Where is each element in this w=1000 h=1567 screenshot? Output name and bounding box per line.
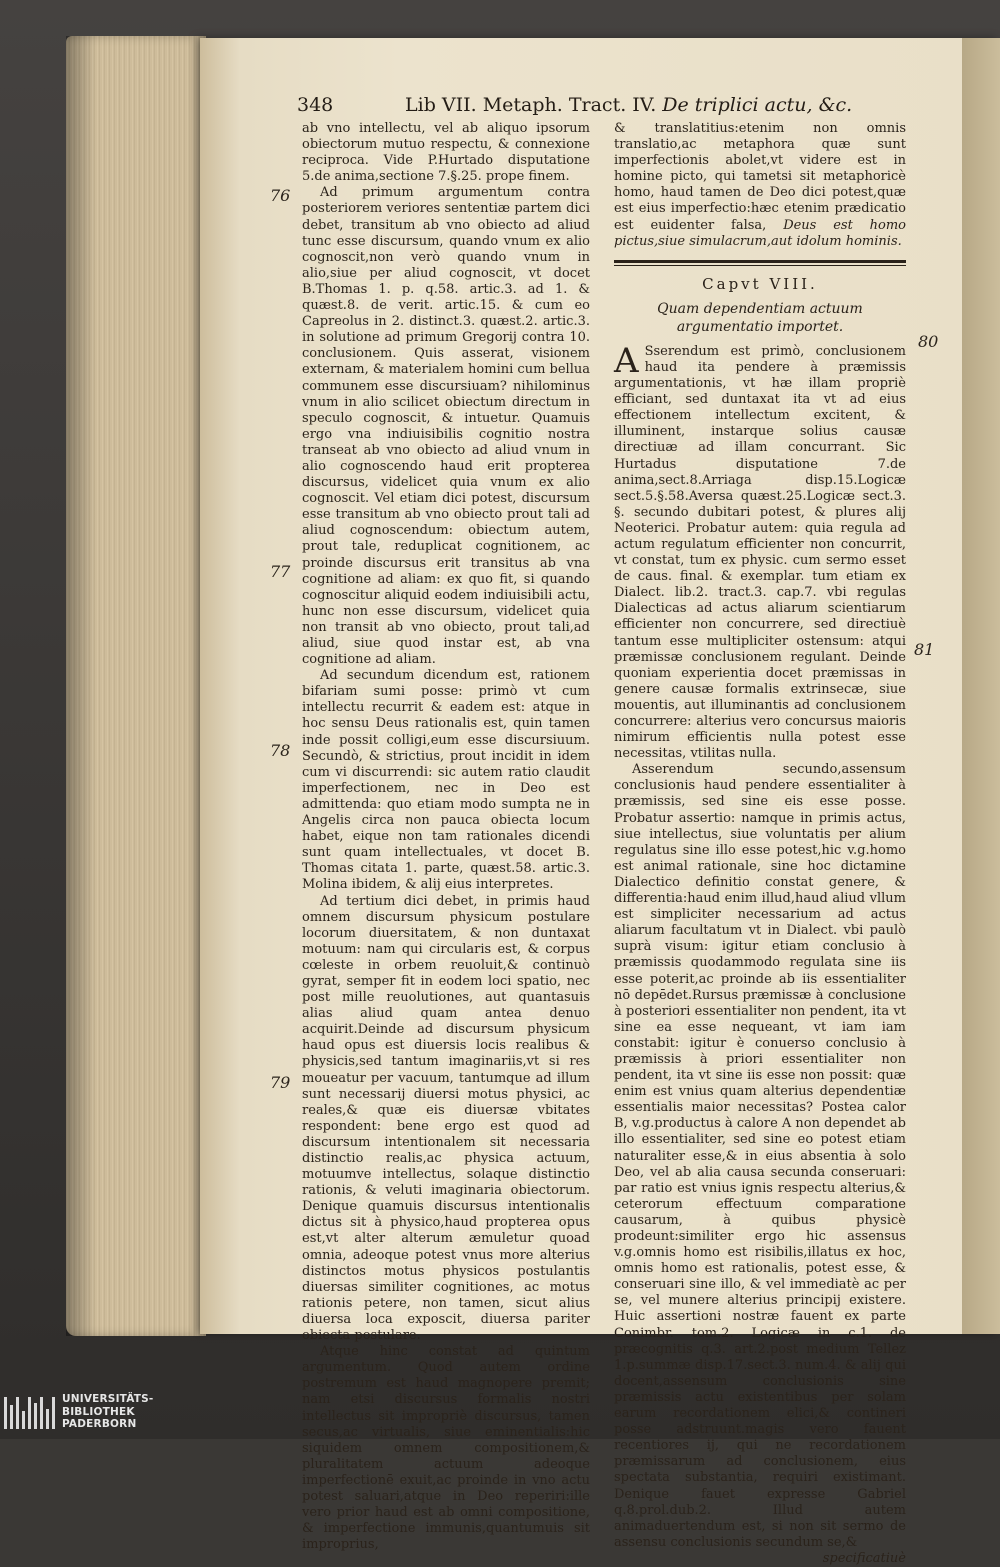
running-title-italic: De triplici actu, &c. bbox=[662, 94, 853, 116]
paragraph: Atque hinc constat ad quintum argumentum. Quod autem ordine postremum est haud magnopere premit; nam etsi discursus formalis nostri intellectus sit impropriè discursus, tamen secus,ac virtualis, siue eminentialis:hic siquidem omnem compositionem,& pluralitatem actuum adeoque imperfectionē exuit,ac proinde in vno actu potest saluari,atque in Deo reperiri:ille vero prior haud est ab omni compositione, & imperfectione immunis,quantumuis sit improprius, bbox=[302, 1344, 590, 1553]
paragraph: Ad tertium dici debet, in primis haud omnem discursum physicum postulare locorum diuersitatem, & non duntaxat motuum: nam qui circularis est, & corpus cœleste in orbem reuoluit,& continuò gyrat, semper fit in eodem loci spatio, nec post mille reuolutiones, aut quantasuis alias aliud quam antea denuo acquirit.Deinde ad discursum physicum haud opus est diuersis locis realibus & physicis,sed tantum imaginariis,vt si res moueatur per vacuum, tantumque ad illum sunt necessarij diuersi motus physici, ac reales,& quæ eis diuersæ vbitates respondent: bene ergo est quod ad discursum intentionalem sit necessaria distinctio realis,ac physica actuum, motuumve intellectus, solaque distinctio rationis, & veluti imaginaria obiectorum. Denique quamuis discursus intentionalis dictus sit à physico,haud propterea opus est,vt alter alterum æmuletur quoad omnia, adeoque potest vnus more alterius distinctos motus physicos postulantis diuersas similiter cognitiones, ac motus rationis petere, non tamen, sicut alius diuersa loca exposcit, diuersa pariter obiecta postulare. bbox=[302, 893, 590, 1344]
right-text-column bbox=[614, 121, 906, 1567]
paragraph: Ad primum argumentum contra posteriorem veriores sententiæ partem dici debet, transitum ab vno obiecto ad aliud tunc esse discursum, quando vnum ex alio cognoscit,non verò quando vnum in alio,siue per aliud cognoscit, vt docet B.Thomas 1. p. q.58. artic.3. ad 1. & quæst.8. de verit. artic.15. & cum eo Capreolus in 2. distinct.3. quæst.2. artic.3. in solutione ad primum Gregorij contra 10. conclusionem. Quis asserat, visionem externam, & materialem homini cum bellua communem esse discursiuam? nihilominus vnum in alio scilicet obiectum directum in speculo cognoscit, & intuetur. Quamuis ergo vna indiuisibilis cognitio nostra transeat ab vno obiecto ad aliud vnum in alio cognoscendo haud erit propterea discursus, videlicet quia vnum ex alio cognoscit. Vel etiam dici potest, discursum esse transitum ab vno obiecto prout tali ad aliud cognoscendum: obiectum autem, prout tale, reduplicat cognitionem, ac proinde discursus erit transitus ab vna cognitione ad aliam: ex quo fit, si quando cognoscitur aliquid eodem indiuisibili actu, hunc non esse discursum, videlicet quia non transit ab vno obiecto, prout tali,ad aliud, siue quod instar est, ab vna cognitione ad aliam. bbox=[302, 185, 590, 668]
paragraph: Ad secundum dicendum est, rationem bifariam sumi posse: primò vt cum intellectu recurrit & eadem est: atque in hoc sensu Deus rationalis est, quin tamen inde possit colligi,eum esse discursiuum. Secundò, & strictius, prout incidit in idem cum vi discurrendi: sic autem ratio claudit imperfectionem, nec in Deo est admittenda: quo etiam modo sumpta ne in Angelis circa non pauca obiecta locum habet, eique non tam rationales dicendi sunt quam intellectuales, vt docet B. Thomas citata 1. parte, quæst.58. artic.3. Molina ibidem, & alij eius interpretes. bbox=[302, 668, 590, 893]
logo-line: UNIVERSITÄTS- bbox=[62, 1393, 154, 1405]
catchword: specificatiuè bbox=[822, 1550, 906, 1566]
chapter-subtitle: Quam dependentiam actuum argumentatio importet. bbox=[657, 300, 863, 335]
margin-number-79: 79 bbox=[270, 1073, 291, 1092]
library-logo-icon bbox=[4, 1397, 56, 1429]
running-title-text: Lib VII. Metaph. Tract. IV. bbox=[405, 94, 657, 116]
book-edge-shadow bbox=[66, 36, 96, 1336]
paragraph-italic: Deus est homo pictus,siue simulacrum,aut idolum hominis. bbox=[614, 217, 906, 249]
page-number: 348 bbox=[297, 94, 334, 116]
paragraph: ab vno intellectu, vel ab aliquo ipsorum obiectorum mutuo respectu, & connexione reciproca. Vide P.Hurtado disputatione 5.de anima,sectione 7.§.25. prope finem. bbox=[302, 121, 590, 185]
paragraph: Asserendum secundo,assensum conclusionis haud pendere essentialiter à præmissis, sed sine eis esse posse. Probatur assertio: namque in primis actus, siue intellectus, siue voluntatis per alium regulatus sine illo esse potest,hic v.g.homo est animal rationale, sine hoc dictamine Dialectico definitio constat genere, & differentia:haud enim illud,haud aliud vllum est simpliciter necessarium ad actus aliarum facultatum vt in Dialect. vbi paulò suprà visum: igitur etiam conclusio à præmissis quodammodo regulata sine iis esse poterit,ac proinde ab iis essentialiter nō depēdet.Rursus præmissæ à conclusione à posteriori essentialiter non pendent, ita vt sine ea esse nequeant, vt iam iam constabit: igitur è conuerso conclusio à præmissis à priori essentialiter non pendent, ita vt sine iis esse non possit: quæ enim est vnius quam alterius dependentiæ essentialis maior necessitas? Postea calor B, v.g.productus à calore A non dependet ab illo essentialiter, sed sine eo potest etiam naturaliter esse,& in eius absentia à solo Deo, vel ab alia causa secunda conseruari: par ratio est vnius ignis respectu alterius,& ceterorum effectuum comparatione causarum, à quibus physicè prodeunt:similiter ergo hic assensus v.g.omnis homo est risibilis,illatus ex hoc, omnis homo est rationalis, potest esse, & conseruari sine illo, & vel immediatè ac per se, vel munere alterius principij existere. Huic assertioni nostræ fauent ex parte Conimbr. tom.2. Logicæ in c.1. de præcognitis q.3. art.2.post medium Tellez 1.p.summæ disp.17.sect.3. num.4. & alij qui docent,assensum conclusionis sine præmissis actu existentibus per solam earum recordationem elici,& contineri posse adstruunt.magis vero fauent recentiores ij, qui ne recordationem præmissarum ad conclusionem, eius spectata substantia, requiri existimant. Denique fauet expresse Gabriel q.8.prol.dub.2. Illud autem animaduertendum est, si non sit sermo de assensu conclusionis secundum se,& bbox=[614, 762, 906, 1550]
margin-number-81: 81 bbox=[914, 640, 935, 659]
section-rule bbox=[614, 260, 906, 266]
library-logo-text bbox=[62, 1393, 172, 1431]
facing-page-edge bbox=[962, 38, 1000, 1334]
library-logo bbox=[4, 1393, 164, 1433]
running-head bbox=[297, 94, 957, 124]
paragraph-text: & translatitius:etenim non omnis translatio,ac metaphora quæ sunt imperfectionis abolet,vt videre est in homine picto, qui tametsi sit metaphoricè homo, haud tamen de Deo dici potest,quæ est eius imperfectio:hæc etenim prædicatio est euidenter falsa, bbox=[614, 121, 906, 233]
paragraph bbox=[614, 340, 906, 762]
paragraph bbox=[614, 121, 906, 250]
margin-number-80: 80 bbox=[918, 332, 939, 351]
paragraph-text: Sserendum est primò, conclusionem haud ita pendere à præmissis argumentationis, vt hæ illam propriè efficiant, sed duntaxat ita vt ad eius effectionem intellectum excitent, & illuminent, instarque solius causæ directiuæ ad illam concurrant. Sic Hurtadus disputatione 7.de anima,sect.8.Arriaga disp.15.Logicæ sect.5.§.58.Aversa quæst.25.Logicæ sect.3. §. secundo dubitari potest, & plures alij Neoterici. Probatur autem: quia regula ad actum regulatum efficienter non concurrit, vt constat, tum ex physic. cum sermo esset de caus. final. & exemplar. tum etiam ex Dialect. lib.2. tract.3. cap.7. vbi regulas Dialecticas ad actus aliarum scientiarum efficienter non concurrere, sed directiuè tantum esse multipliciter ostensum: atqui præmissæ conclusionem regulant. Deinde quoniam experientia docet præmissas in genere causæ formalis extrinsecæ, siue mouentis, aut illuminantis ad conclusionem concurrere: alterius vero concursus maioris nimirum efficientis nulla potest esse necessitas, vtilitas nulla. bbox=[614, 343, 906, 762]
logo-line: BIBLIOTHEK bbox=[62, 1405, 135, 1418]
chapter-heading: Capvt VIII. bbox=[702, 274, 818, 293]
running-title bbox=[405, 94, 852, 116]
margin-number-76: 76 bbox=[270, 186, 291, 205]
margin-number-77: 77 bbox=[270, 562, 291, 581]
margin-number-78: 78 bbox=[270, 741, 291, 760]
logo-line: PADERBORN bbox=[62, 1418, 137, 1430]
drop-cap: A bbox=[614, 340, 639, 381]
left-text-column bbox=[302, 121, 590, 1553]
